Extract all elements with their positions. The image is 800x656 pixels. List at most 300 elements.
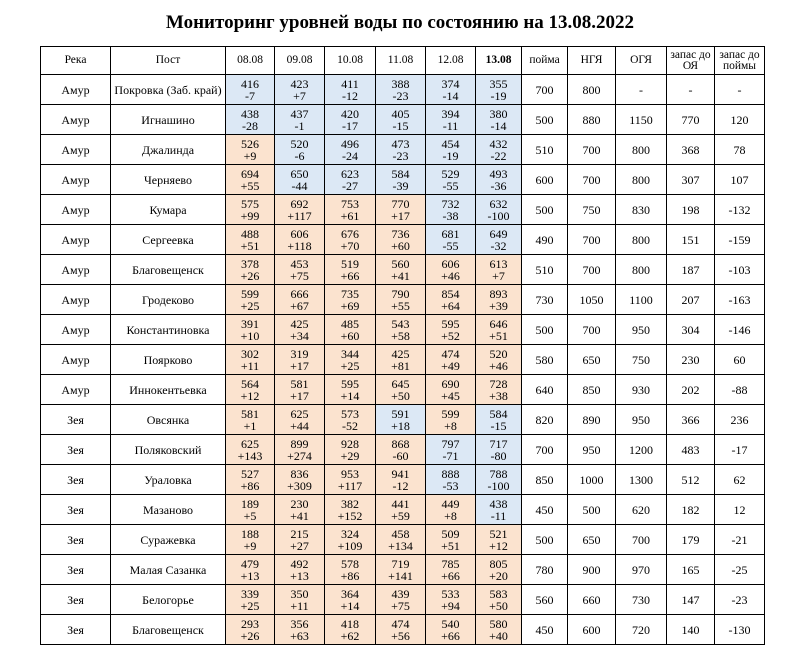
level-change: -55 (442, 178, 459, 193)
table-row (41, 105, 765, 135)
cell-reserve-oya: 207 (667, 285, 715, 315)
cell-river: Амур (41, 135, 111, 165)
cell-level (325, 315, 376, 345)
cell-level (275, 375, 325, 405)
level-change: +117 (337, 478, 363, 493)
cell-level (376, 435, 426, 465)
cell-level (275, 555, 325, 585)
level-value: 420 (341, 106, 359, 121)
cell-level (226, 495, 275, 525)
cell-floodplain: 600 (522, 165, 568, 195)
level-value: 391 (241, 316, 259, 331)
cell-reserve-floodplain: -17 (715, 435, 765, 465)
cell-floodplain: 700 (522, 435, 568, 465)
cell-river: Зея (41, 525, 111, 555)
cell-level (325, 285, 376, 315)
level-change: +52 (441, 328, 460, 343)
cell-level (275, 225, 325, 255)
level-value: 953 (341, 466, 359, 481)
level-value: 540 (441, 616, 460, 631)
cell-level (325, 405, 376, 435)
cell-level (426, 345, 476, 375)
cell-level (325, 555, 376, 585)
level-value: 394 (441, 106, 460, 121)
level-change: +17 (290, 358, 309, 373)
level-value: 188 (241, 526, 259, 541)
level-value: 453 (290, 256, 309, 271)
cell-post: Овсянка (111, 405, 226, 435)
level-value: 479 (241, 556, 259, 571)
cell-level (275, 615, 325, 645)
level-value: 681 (441, 226, 460, 241)
table-row (41, 435, 765, 465)
cell-river: Зея (41, 435, 111, 465)
level-value: 732 (441, 196, 460, 211)
level-change: +50 (391, 388, 410, 403)
level-value: 458 (391, 526, 410, 541)
cell-level (275, 165, 325, 195)
cell-level (275, 75, 325, 105)
cell-level (325, 75, 376, 105)
cell-reserve-oya: 182 (667, 495, 715, 525)
cell-level (426, 435, 476, 465)
level-change: +26 (240, 268, 260, 283)
level-change: +117 (287, 208, 312, 223)
cell-floodplain: 500 (522, 315, 568, 345)
cell-level (226, 285, 275, 315)
cell-level (275, 465, 325, 495)
level-change: +25 (240, 298, 260, 313)
level-value: 928 (341, 436, 359, 451)
level-change: -12 (342, 88, 358, 103)
cell-level (426, 105, 476, 135)
cell-level (376, 255, 426, 285)
level-value: 543 (391, 316, 410, 331)
cell-level (275, 435, 325, 465)
level-value: 717 (489, 436, 508, 451)
level-value: 425 (290, 316, 309, 331)
cell-level (426, 615, 476, 645)
table-row (41, 555, 765, 585)
level-change: -11 (490, 508, 507, 523)
cell-reserve-oya: 202 (667, 375, 715, 405)
cell-level (426, 465, 476, 495)
cell-post: Суражевка (111, 525, 226, 555)
cell-reserve-oya: 770 (667, 105, 715, 135)
level-change: -27 (342, 178, 358, 193)
level-change: -19 (490, 88, 507, 103)
level-value: 382 (341, 496, 359, 511)
level-value: 485 (341, 316, 359, 331)
col-header-reserve-oya: запас до ОЯ (667, 47, 715, 75)
level-change: +9 (243, 148, 257, 163)
cell-level (426, 315, 476, 345)
level-value: 899 (290, 436, 309, 451)
level-value: 692 (290, 196, 309, 211)
level-change: +49 (441, 358, 460, 373)
level-value: 770 (391, 196, 410, 211)
level-change: -19 (442, 148, 459, 163)
cell-level (476, 585, 522, 615)
cell-ngya: 880 (568, 105, 616, 135)
level-change: +41 (391, 268, 410, 283)
level-value: 350 (290, 586, 309, 601)
cell-reserve-oya: 179 (667, 525, 715, 555)
level-change: +26 (240, 628, 260, 643)
level-change: +55 (240, 178, 260, 193)
level-change: -23 (392, 88, 409, 103)
cell-level (376, 555, 426, 585)
level-value: 888 (441, 466, 460, 481)
level-change: +13 (290, 568, 309, 583)
level-value: 578 (341, 556, 359, 571)
level-change: +44 (290, 418, 309, 433)
cell-river: Амур (41, 165, 111, 195)
cell-level (275, 105, 325, 135)
cell-ngya: 660 (568, 585, 616, 615)
cell-reserve-floodplain: - (715, 75, 765, 105)
cell-level (226, 525, 275, 555)
level-value: 509 (441, 526, 460, 541)
cell-level (476, 285, 522, 315)
cell-level (426, 75, 476, 105)
level-value: 293 (241, 616, 259, 631)
level-value: 625 (290, 406, 309, 421)
level-change: -14 (490, 118, 507, 133)
level-change: +38 (489, 388, 508, 403)
level-value: 492 (290, 556, 309, 571)
cell-floodplain: 820 (522, 405, 568, 435)
level-change: +11 (240, 358, 260, 373)
cell-level (325, 345, 376, 375)
level-change: -11 (442, 118, 459, 133)
cell-ngya: 890 (568, 405, 616, 435)
level-change: +51 (240, 238, 260, 253)
level-value: 355 (489, 76, 508, 91)
level-value: 439 (391, 586, 410, 601)
cell-level (226, 135, 275, 165)
level-change: +18 (391, 418, 410, 433)
level-value: 666 (290, 286, 309, 301)
level-value: 189 (241, 496, 259, 511)
level-change: -12 (392, 478, 409, 493)
cell-level (376, 225, 426, 255)
cell-level (376, 285, 426, 315)
level-change: -17 (342, 118, 358, 133)
level-value: 454 (441, 136, 460, 151)
cell-level (226, 75, 275, 105)
cell-level (275, 195, 325, 225)
cell-ngya: 500 (568, 495, 616, 525)
level-change: +20 (489, 568, 508, 583)
level-change: -6 (294, 148, 305, 163)
cell-level (426, 405, 476, 435)
level-value: 676 (341, 226, 359, 241)
level-change: +1 (243, 418, 257, 433)
table-row (41, 345, 765, 375)
col-header-post: Пост (111, 47, 226, 75)
level-change: +27 (290, 538, 309, 553)
level-change: +152 (337, 508, 363, 523)
table-row (41, 285, 765, 315)
cell-level (426, 285, 476, 315)
cell-level (376, 405, 426, 435)
level-change: +12 (489, 538, 508, 553)
cell-level (325, 615, 376, 645)
col-header-river: Река (41, 47, 111, 75)
table-row (41, 225, 765, 255)
cell-level (226, 345, 275, 375)
level-change: +59 (391, 508, 410, 523)
cell-reserve-oya: 304 (667, 315, 715, 345)
level-change: +60 (391, 238, 410, 253)
level-change: +58 (391, 328, 410, 343)
cell-level (476, 615, 522, 645)
cell-reserve-oya: 307 (667, 165, 715, 195)
table-row (41, 135, 765, 165)
level-value: 595 (441, 316, 460, 331)
cell-level (226, 435, 275, 465)
cell-level (426, 375, 476, 405)
cell-ngya: 650 (568, 345, 616, 375)
level-value: 753 (341, 196, 359, 211)
level-change: -100 (487, 478, 510, 493)
cell-river: Зея (41, 555, 111, 585)
level-change: +55 (391, 298, 410, 313)
cell-reserve-oya: 147 (667, 585, 715, 615)
cell-post: Джалинда (111, 135, 226, 165)
level-change: -53 (442, 478, 459, 493)
level-value: 719 (391, 556, 410, 571)
cell-reserve-floodplain: -103 (715, 255, 765, 285)
cell-level (426, 495, 476, 525)
cell-level (476, 135, 522, 165)
cell-reserve-floodplain: 120 (715, 105, 765, 135)
cell-floodplain: 780 (522, 555, 568, 585)
level-value: 425 (391, 346, 410, 361)
cell-ngya: 700 (568, 135, 616, 165)
cell-reserve-oya: 368 (667, 135, 715, 165)
cell-ogya: 1100 (616, 285, 667, 315)
cell-level (226, 315, 275, 345)
level-change: +12 (240, 388, 260, 403)
cell-reserve-floodplain: -132 (715, 195, 765, 225)
level-change: +56 (391, 628, 410, 643)
cell-ngya: 800 (568, 75, 616, 105)
cell-reserve-floodplain: 107 (715, 165, 765, 195)
level-change: +17 (391, 208, 410, 223)
level-value: 527 (241, 466, 259, 481)
level-change: +64 (441, 298, 460, 313)
cell-ngya: 750 (568, 195, 616, 225)
cell-floodplain: 500 (522, 525, 568, 555)
cell-reserve-floodplain: -163 (715, 285, 765, 315)
cell-level (476, 375, 522, 405)
cell-level (226, 195, 275, 225)
level-value: 521 (489, 526, 508, 541)
cell-level (226, 375, 275, 405)
level-value: 437 (290, 106, 309, 121)
col-header-date: 11.08 (376, 47, 426, 75)
cell-level (476, 345, 522, 375)
level-value: 728 (489, 376, 508, 391)
cell-reserve-oya: 198 (667, 195, 715, 225)
level-value: 581 (290, 376, 309, 391)
table-row (41, 495, 765, 525)
level-change: +10 (240, 328, 260, 343)
cell-river: Амур (41, 225, 111, 255)
cell-level (476, 495, 522, 525)
cell-floodplain: 560 (522, 585, 568, 615)
col-header-ngya: НГЯ (568, 47, 616, 75)
cell-level (426, 525, 476, 555)
table-row (41, 585, 765, 615)
cell-level (226, 255, 275, 285)
level-value: 533 (441, 586, 460, 601)
cell-river: Амур (41, 195, 111, 225)
cell-post: Малая Сазанка (111, 555, 226, 585)
level-value: 474 (391, 616, 410, 631)
cell-level (275, 285, 325, 315)
cell-floodplain: 580 (522, 345, 568, 375)
cell-ngya: 1050 (568, 285, 616, 315)
cell-reserve-floodplain: 62 (715, 465, 765, 495)
cell-level (325, 135, 376, 165)
cell-level (426, 255, 476, 285)
level-change: +69 (340, 298, 360, 313)
cell-post: Гродеково (111, 285, 226, 315)
level-change: +70 (340, 238, 360, 253)
cell-level (325, 225, 376, 255)
level-change: +86 (340, 568, 360, 583)
level-value: 519 (341, 256, 359, 271)
cell-level (376, 75, 426, 105)
level-change: +66 (441, 628, 460, 643)
level-change: +143 (237, 448, 263, 463)
col-header-date: 08.08 (226, 47, 275, 75)
level-change: +94 (441, 598, 460, 613)
cell-reserve-floodplain: -25 (715, 555, 765, 585)
level-value: 613 (489, 256, 508, 271)
cell-reserve-oya: 151 (667, 225, 715, 255)
level-change: +75 (391, 598, 410, 613)
level-value: 736 (391, 226, 410, 241)
cell-floodplain: 640 (522, 375, 568, 405)
cell-reserve-floodplain: -23 (715, 585, 765, 615)
cell-ngya: 850 (568, 375, 616, 405)
cell-ngya: 700 (568, 315, 616, 345)
level-change: +60 (340, 328, 360, 343)
level-value: 623 (341, 166, 359, 181)
level-change: +41 (290, 508, 309, 523)
level-change: -24 (342, 148, 358, 163)
cell-ogya: 720 (616, 615, 667, 645)
level-change: +34 (290, 328, 309, 343)
level-value: 595 (341, 376, 359, 391)
level-change: +75 (290, 268, 309, 283)
table-row (41, 615, 765, 645)
level-value: 581 (241, 406, 259, 421)
level-value: 302 (241, 346, 259, 361)
cell-river: Амур (41, 345, 111, 375)
level-value: 215 (290, 526, 309, 541)
cell-level (226, 465, 275, 495)
cell-post: Игнашино (111, 105, 226, 135)
cell-level (476, 555, 522, 585)
level-value: 583 (489, 586, 508, 601)
level-value: 690 (441, 376, 460, 391)
cell-river: Зея (41, 405, 111, 435)
level-value: 868 (391, 436, 410, 451)
level-change: -80 (490, 448, 507, 463)
cell-level (426, 585, 476, 615)
cell-floodplain: 450 (522, 495, 568, 525)
level-value: 520 (489, 346, 508, 361)
cell-level (426, 225, 476, 255)
level-value: 893 (489, 286, 508, 301)
level-change: +14 (340, 388, 360, 403)
level-change: -55 (442, 238, 459, 253)
cell-level (376, 615, 426, 645)
level-change: +8 (444, 508, 457, 523)
cell-level (476, 75, 522, 105)
cell-post: Иннокентьевка (111, 375, 226, 405)
level-value: 599 (441, 406, 460, 421)
level-value: 649 (489, 226, 508, 241)
level-value: 423 (290, 76, 309, 91)
level-change: +66 (441, 568, 460, 583)
cell-post: Черняево (111, 165, 226, 195)
cell-reserve-floodplain: -159 (715, 225, 765, 255)
level-value: 449 (441, 496, 460, 511)
level-value: 606 (441, 256, 460, 271)
cell-level (376, 525, 426, 555)
cell-level (376, 105, 426, 135)
level-change: +81 (391, 358, 410, 373)
cell-river: Амур (41, 105, 111, 135)
level-change: +40 (489, 628, 508, 643)
header-row (41, 47, 765, 75)
level-value: 575 (241, 196, 259, 211)
level-change: +5 (243, 508, 257, 523)
cell-ogya: 700 (616, 525, 667, 555)
cell-post: Константиновка (111, 315, 226, 345)
cell-level (426, 555, 476, 585)
level-change: -7 (245, 88, 255, 103)
cell-post: Ураловка (111, 465, 226, 495)
cell-ngya: 1000 (568, 465, 616, 495)
level-change: +274 (287, 448, 312, 463)
cell-reserve-oya: 165 (667, 555, 715, 585)
cell-ngya: 700 (568, 225, 616, 255)
level-change: +17 (290, 388, 309, 403)
cell-level (325, 255, 376, 285)
level-value: 580 (489, 616, 508, 631)
cell-level (426, 135, 476, 165)
level-change: +141 (388, 568, 413, 583)
level-change: +25 (240, 598, 260, 613)
level-change: -23 (392, 148, 409, 163)
cell-ngya: 600 (568, 615, 616, 645)
table-row (41, 465, 765, 495)
cell-level (226, 225, 275, 255)
level-value: 625 (241, 436, 259, 451)
cell-level (376, 585, 426, 615)
cell-river: Зея (41, 585, 111, 615)
table-row (41, 405, 765, 435)
cell-level (275, 405, 325, 435)
level-change: -22 (490, 148, 507, 163)
